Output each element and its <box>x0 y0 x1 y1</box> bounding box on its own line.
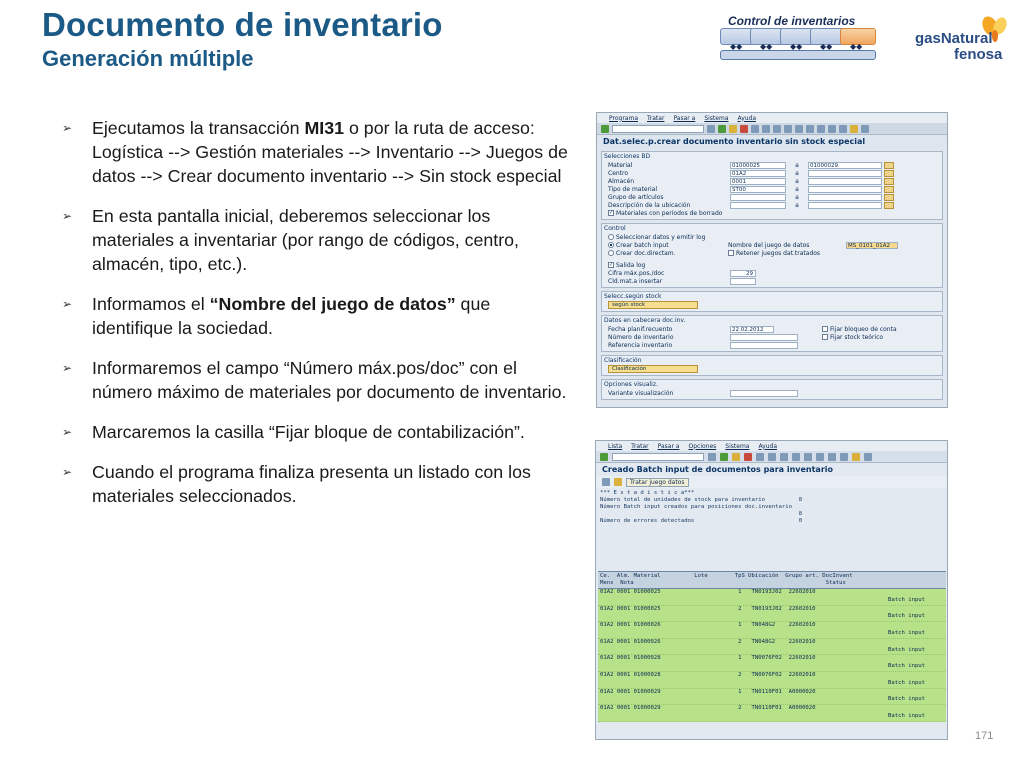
multiple-selection-icon[interactable] <box>884 202 894 209</box>
print-icon[interactable] <box>751 125 759 133</box>
save-icon[interactable] <box>708 453 716 461</box>
logo-text-line2: fenosa <box>954 46 1003 63</box>
menu-item[interactable]: Ayuda <box>737 114 757 122</box>
retain-datasets-checkbox[interactable] <box>728 250 734 256</box>
menu-item[interactable]: Pasar a <box>657 442 680 450</box>
selection-row: Almacén 0001 a <box>608 177 940 185</box>
save-icon[interactable] <box>707 125 715 133</box>
from-field[interactable] <box>730 202 786 209</box>
multiple-selection-icon[interactable] <box>884 194 894 201</box>
deleted-materials-checkbox[interactable]: ✓ <box>609 210 614 216</box>
prev-page-icon[interactable] <box>795 125 803 133</box>
display-options-group: Opciones visualiz. Variante visualización <box>601 379 943 400</box>
table-row[interactable]: 01A2 0001 01000025 2 TN0193J02 22602010 Batch input <box>598 606 946 623</box>
process-bar <box>720 50 876 60</box>
selection-row: Material 01000025 a 01000029 <box>608 161 940 169</box>
sap-toolbar <box>597 123 947 135</box>
enter-icon[interactable] <box>600 453 608 461</box>
radio-batch-input[interactable] <box>608 242 614 248</box>
group-title: Selecciones BD <box>604 153 651 160</box>
flow-arrow-icon: ◆◆ <box>850 42 863 51</box>
table-row[interactable]: 01A2 0001 01000028 2 TN0076F02 22602010 Batch input <box>598 672 946 689</box>
command-field[interactable] <box>612 125 704 133</box>
back-icon[interactable] <box>720 453 728 461</box>
to-field[interactable] <box>808 170 882 177</box>
multiple-selection-icon[interactable] <box>884 186 894 193</box>
next-page-icon[interactable] <box>816 453 824 461</box>
sap-batch-input-list <box>595 440 948 740</box>
layout-icon[interactable] <box>861 125 869 133</box>
bullet-arrow-icon: ➢ <box>62 209 73 223</box>
menu-item[interactable]: Sistema <box>725 442 750 450</box>
last-page-icon[interactable] <box>817 125 825 133</box>
to-field[interactable] <box>808 178 882 185</box>
exit-icon[interactable] <box>732 453 740 461</box>
inventory-number-field[interactable] <box>730 334 798 341</box>
page-number: 171 <box>975 730 994 742</box>
multiple-selection-icon[interactable] <box>884 170 894 177</box>
find-icon[interactable] <box>768 453 776 461</box>
flow-arrow-icon: ◆◆ <box>790 42 803 51</box>
menu-item[interactable]: Sistema <box>704 114 729 122</box>
menu-item[interactable]: Tratar <box>647 114 665 122</box>
table-row[interactable]: 01A2 0001 01000026 2 TN048G2 22602010 Batch input <box>598 639 946 656</box>
theoretical-stock-checkbox[interactable] <box>822 334 828 340</box>
from-field[interactable]: ST00 <box>730 186 786 193</box>
count-date-field[interactable]: 22.02.2012 <box>730 326 774 333</box>
menu-item[interactable]: Opciones <box>688 442 717 450</box>
back-icon[interactable] <box>718 125 726 133</box>
classification-button[interactable]: Clasificación <box>608 365 698 373</box>
sap-toolbar <box>596 451 947 463</box>
bullet-arrow-icon: ➢ <box>62 465 73 479</box>
find-next-icon[interactable] <box>780 453 788 461</box>
stock-selection-group: Selecc.según stock según stock <box>601 291 943 312</box>
bullet-item: ➢ Informaremos el campo “Número máx.pos/doc” con el número máximo de materiales por documento de inventario. <box>62 358 567 402</box>
bullet-list <box>60 116 572 524</box>
first-page-icon[interactable] <box>792 453 800 461</box>
table-header: Ce. Alm. Material Lote TpS Ubicación Grupo art. DocInvent Mens Nota Status <box>598 571 946 589</box>
sap-selection-screen <box>596 112 948 408</box>
layout-icon[interactable] <box>864 453 872 461</box>
page-subtitle: Generación múltiple <box>42 46 254 71</box>
table-row[interactable]: 01A2 0001 01000028 1 TN0076F02 22602010 Batch input <box>598 655 946 672</box>
flow-arrow-icon: ◆◆ <box>760 42 773 51</box>
exit-icon[interactable] <box>729 125 737 133</box>
sap-screen-title: Creado Batch input de documentos para inventario <box>596 463 947 476</box>
inventory-reference-field[interactable] <box>730 342 798 349</box>
multiple-selection-icon[interactable] <box>884 178 894 185</box>
results-table <box>598 571 946 722</box>
materials-insert-field[interactable] <box>730 278 756 285</box>
bullet-arrow-icon: ➢ <box>62 297 73 311</box>
table-row[interactable]: 01A2 0001 01000029 1 TN0110F01 A0000020 Batch input <box>598 689 946 706</box>
sap-screen-title: Dat.selec.p.crear documento inventario sin stock especial <box>597 135 947 148</box>
new-session-icon[interactable] <box>840 453 848 461</box>
stock-selection-button[interactable]: según stock <box>608 301 698 309</box>
company-logo <box>912 14 1012 64</box>
find-next-icon[interactable] <box>773 125 781 133</box>
help-icon[interactable] <box>850 125 858 133</box>
next-page-icon[interactable] <box>806 125 814 133</box>
enter-icon[interactable] <box>601 125 609 133</box>
selections-group <box>601 151 943 220</box>
cancel-icon[interactable] <box>744 453 752 461</box>
from-field[interactable]: 01000025 <box>730 162 786 169</box>
bullet-arrow-icon: ➢ <box>62 361 73 375</box>
from-field[interactable]: 0001 <box>730 178 786 185</box>
to-field[interactable] <box>808 194 882 201</box>
process-dataset-button[interactable]: Tratar juego datos <box>626 478 689 487</box>
menu-item[interactable]: Ayuda <box>758 442 778 450</box>
edit-icon[interactable] <box>614 478 622 486</box>
radio-direct-doc[interactable] <box>608 250 614 256</box>
command-field[interactable] <box>612 453 704 461</box>
bullet-item: ➢ Informamos el “Nombre del juego de datos” que identifique la sociedad. <box>62 294 491 338</box>
bullet-arrow-icon: ➢ <box>62 425 73 439</box>
process-flow-graphic <box>720 28 876 62</box>
process-label: Control de inventarios <box>728 14 856 28</box>
cancel-icon[interactable] <box>740 125 748 133</box>
table-row[interactable]: 01A2 0001 01000026 1 TN048G2 22602010 Batch input <box>598 622 946 639</box>
application-toolbar <box>596 476 947 488</box>
menu-item[interactable]: Lista <box>608 442 623 450</box>
max-positions-field[interactable]: 29 <box>730 270 756 277</box>
bullet-item: ➢ En esta pantalla inicial, deberemos seleccionar los materiales a inventariar (por rango de códigos, centro, almacén, tipo, etc.). <box>62 206 519 274</box>
bullet-item: ➢ Ejecutamos la transacción MI31 o por la ruta de acceso: Logística --> Gestión materiales --> Inventario --> Juegos de datos --> Crear documento inventario --> Sin stock especial <box>62 118 568 186</box>
dataset-name-field[interactable]: MS_0101_01A2 <box>846 242 898 249</box>
table-row[interactable]: 01A2 0001 01000025 1 TN0193J02 22602010 Batch input <box>598 589 946 606</box>
find-icon[interactable] <box>762 125 770 133</box>
sap-menubar <box>597 113 947 123</box>
sap-menubar <box>596 441 947 451</box>
page-title: Documento de inventario <box>42 6 443 43</box>
to-field[interactable] <box>808 202 882 209</box>
statistics-block: *** E s t a d í s t i c a*** Número total de unidades de stock para inventario 8 Número Batch input creados para posiciones doc.inventario 8 Número de errores detectados 0 <box>600 490 803 524</box>
bullet-arrow-icon: ➢ <box>62 121 73 135</box>
group-title: Control <box>604 225 626 232</box>
header-data-group: Datos en cabecera doc.inv. Fecha planif.recuento 22.02.2012 Fijar bloqueo de conta Número de inventario Fijar stock teórico Referencia inventario <box>601 315 943 352</box>
selection-row: Grupo de artículos a <box>608 193 940 201</box>
to-field[interactable]: 01000029 <box>808 162 882 169</box>
menu-item[interactable]: Programa <box>609 114 638 122</box>
radio-select-log[interactable] <box>608 234 614 240</box>
selection-row: Descripción de la ubicación a <box>608 201 940 209</box>
menu-item[interactable]: Tratar <box>631 442 649 450</box>
log-output-checkbox[interactable]: ✓ <box>609 262 614 268</box>
first-page-icon[interactable] <box>784 125 792 133</box>
help-icon[interactable] <box>852 453 860 461</box>
flow-arrow-icon: ◆◆ <box>730 42 743 51</box>
last-page-icon[interactable] <box>828 453 836 461</box>
control-group: Control Seleccionar datos y emitir log Crear batch input Nombre del juego de datos MS_0101_01A2 Crear doc.directam. Retener juegos dat.tratados ✓ Salida log Cifra máx.pos./doc 29 Cld.mat.a insertar <box>601 223 943 288</box>
multiple-selection-icon[interactable] <box>884 162 894 169</box>
display-variant-field[interactable] <box>730 390 798 397</box>
print-icon[interactable] <box>756 453 764 461</box>
from-field[interactable]: 01A2 <box>730 170 786 177</box>
bullet-item: ➢ Marcaremos la casilla “Fijar bloque de contabilización”. <box>62 422 525 442</box>
new-session-icon[interactable] <box>828 125 836 133</box>
to-field[interactable] <box>808 186 882 193</box>
shortcut-icon[interactable] <box>839 125 847 133</box>
selection-row: Centro 01A2 a <box>608 169 940 177</box>
refresh-icon[interactable] <box>602 478 610 486</box>
from-field[interactable] <box>730 194 786 201</box>
menu-item[interactable]: Pasar a <box>673 114 696 122</box>
logo-text-line1: gasNatural <box>915 30 993 47</box>
table-row[interactable]: 01A2 0001 01000029 2 TN0110F01 A0000020 Batch input <box>598 705 946 722</box>
prev-page-icon[interactable] <box>804 453 812 461</box>
selection-row: Tipo de material ST00 a <box>608 185 940 193</box>
flow-arrow-icon: ◆◆ <box>820 42 833 51</box>
classification-group: Clasificación Clasificación <box>601 355 943 376</box>
posting-block-checkbox[interactable] <box>822 326 828 332</box>
bullet-item: ➢ Cuando el programa finaliza presenta un listado con los materiales seleccionados. <box>62 462 531 506</box>
checkbox-row: ✓ Materiales con períodos de borrado <box>609 209 723 217</box>
